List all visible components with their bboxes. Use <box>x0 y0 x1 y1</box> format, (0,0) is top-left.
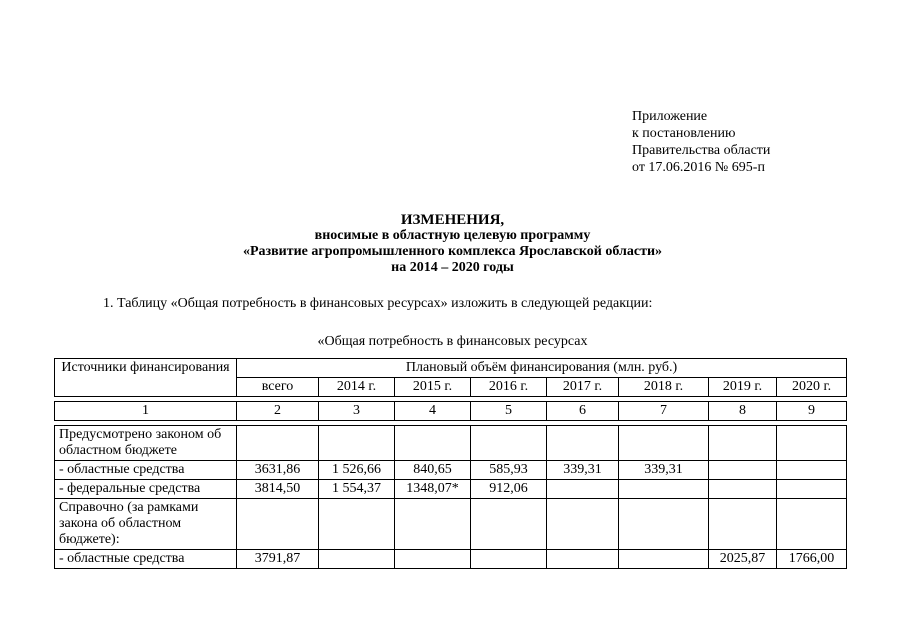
appendix-line: Правительства области <box>632 143 771 158</box>
row-value-cell <box>709 499 777 550</box>
column-header: 2017 г. <box>547 378 619 397</box>
row-source-label: - федеральные средства <box>55 480 237 499</box>
row-value-cell <box>777 426 847 461</box>
header-row <box>55 359 847 378</box>
table-row <box>55 426 847 461</box>
appendix-line: от 17.06.2016 № 695-п <box>632 160 765 175</box>
row-source-label: - областные средства <box>55 461 237 480</box>
column-number: 7 <box>619 402 709 421</box>
row-value-cell <box>709 480 777 499</box>
column-number: 4 <box>395 402 471 421</box>
row-value-cell <box>619 499 709 550</box>
row-source-label: Справочно (за рамками закона об областном бюджете): <box>55 499 237 550</box>
column-number: 1 <box>55 402 237 421</box>
row-value-cell <box>395 550 471 569</box>
row-value-cell <box>319 426 395 461</box>
row-value-cell: 585,93 <box>471 461 547 480</box>
row-value-cell <box>471 499 547 550</box>
column-header: всего <box>237 378 319 397</box>
row-value-cell <box>237 499 319 550</box>
column-number: 5 <box>471 402 547 421</box>
row-value-cell: 3631,86 <box>237 461 319 480</box>
row-value-cell: 1766,00 <box>777 550 847 569</box>
column-number: 6 <box>547 402 619 421</box>
row-value-cell: 339,31 <box>547 461 619 480</box>
row-value-cell <box>777 461 847 480</box>
appendix-line: к постановлению <box>632 126 736 141</box>
column-number: 3 <box>319 402 395 421</box>
row-value-cell <box>619 426 709 461</box>
column-header: 2018 г. <box>619 378 709 397</box>
table-row <box>55 480 847 499</box>
row-value-cell <box>777 480 847 499</box>
title-line: вносимые в областную целевую программу <box>314 228 591 243</box>
title-line: на 2014 – 2020 годы <box>391 260 514 275</box>
row-value-cell <box>709 426 777 461</box>
row-value-cell: 3791,87 <box>237 550 319 569</box>
column-number: 8 <box>709 402 777 421</box>
column-header: 2020 г. <box>777 378 847 397</box>
row-value-cell: 912,06 <box>471 480 547 499</box>
row-value-cell <box>471 426 547 461</box>
row-value-cell <box>471 550 547 569</box>
row-value-cell: 840,65 <box>395 461 471 480</box>
row-source-label: - областные средства <box>55 550 237 569</box>
column-number-row <box>55 402 847 421</box>
row-value-cell: 1 526,66 <box>319 461 395 480</box>
row-value-cell <box>395 499 471 550</box>
table-row <box>55 461 847 480</box>
row-source-label: Предусмотрено законом об областном бюджете <box>55 426 237 461</box>
row-value-cell: 2025,87 <box>709 550 777 569</box>
document-title <box>0 212 905 276</box>
row-value-cell: 1348,07* <box>395 480 471 499</box>
appendix-block <box>632 108 770 176</box>
row-value-cell <box>547 499 619 550</box>
column-number: 9 <box>777 402 847 421</box>
plan-header: Плановый объём финансирования (млн. руб.) <box>237 359 847 378</box>
table-row <box>55 499 847 550</box>
row-value-cell: 3814,50 <box>237 480 319 499</box>
row-value-cell <box>237 426 319 461</box>
financing-table <box>54 358 847 569</box>
appendix-line: Приложение <box>632 109 708 124</box>
row-value-cell <box>319 550 395 569</box>
source-header: Источники финансирования <box>55 359 237 397</box>
row-value-cell <box>547 480 619 499</box>
row-value-cell <box>709 461 777 480</box>
row-value-cell <box>619 480 709 499</box>
row-value-cell: 339,31 <box>619 461 709 480</box>
title-heading: ИЗМЕНЕНИЯ, <box>400 212 505 228</box>
column-header: 2016 г. <box>471 378 547 397</box>
paragraph-text: 1. Таблицу «Общая потребность в финансовых ресурсах» изложить в следующей редакции: <box>103 296 653 311</box>
row-value-cell <box>547 550 619 569</box>
table-caption: «Общая потребность в финансовых ресурсах <box>317 334 588 349</box>
row-value-cell <box>547 426 619 461</box>
row-value-cell <box>777 499 847 550</box>
title-line: «Развитие агропромышленного комплекса Ярославской области» <box>242 244 663 259</box>
row-value-cell <box>319 499 395 550</box>
column-header: 2014 г. <box>319 378 395 397</box>
column-number: 2 <box>237 402 319 421</box>
row-value-cell: 1 554,37 <box>319 480 395 499</box>
row-value-cell <box>619 550 709 569</box>
column-header: 2015 г. <box>395 378 471 397</box>
table-row <box>55 550 847 569</box>
column-header: 2019 г. <box>709 378 777 397</box>
row-value-cell <box>395 426 471 461</box>
